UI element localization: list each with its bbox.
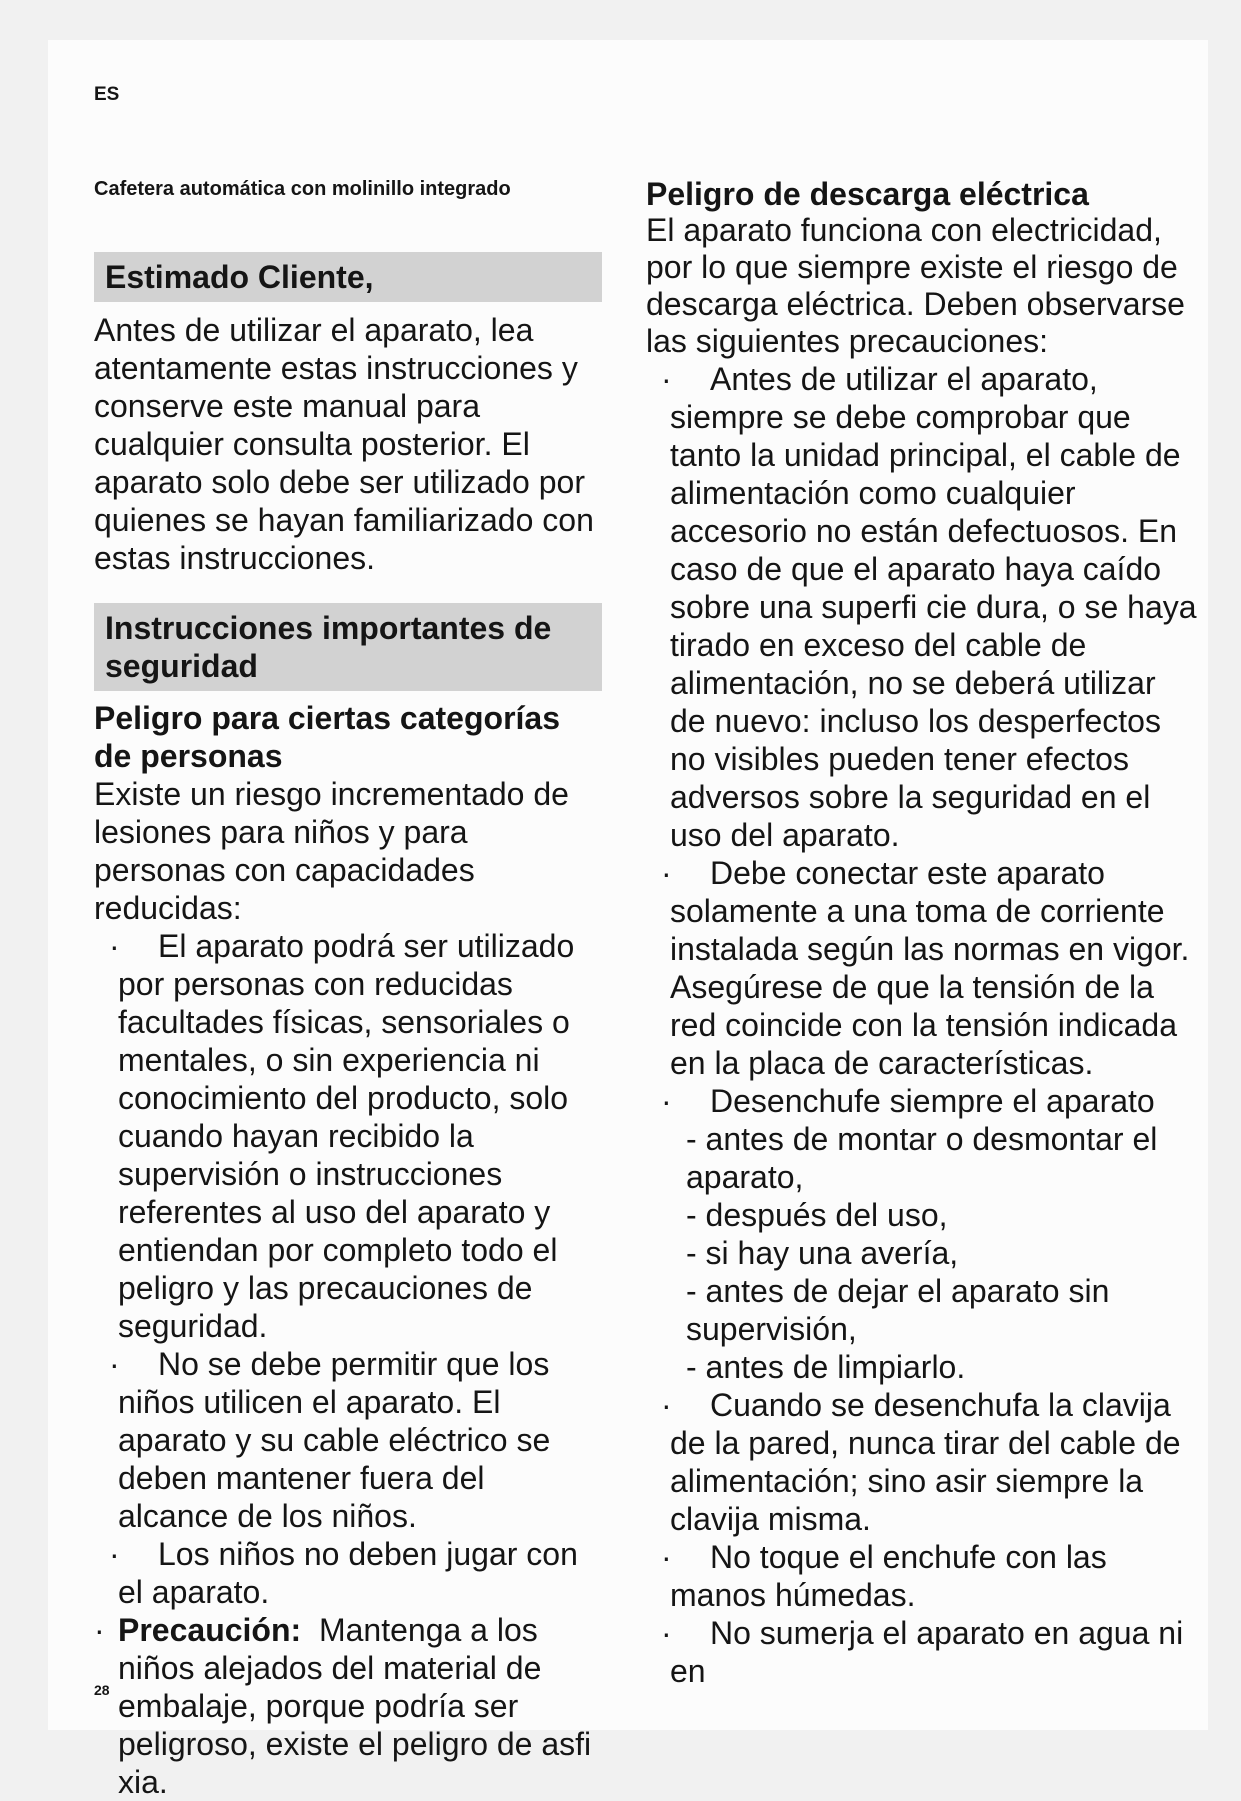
safety-heading: Instrucciones importantes de seguridad	[94, 603, 602, 691]
list-item	[94, 1535, 602, 1611]
list-item-text: El aparato podrá ser utilizado por personas con reducidas facultades físicas, sensoriales o mentales, o sin experiencia ni conocimiento del producto, solo cuando hayan recibido la supervisión o instrucciones referentes al uso del aparato y entiendan por completo todo el peligro y las precauciones de seguridad.	[118, 928, 575, 1344]
bullet-icon: ·	[661, 1083, 672, 1119]
list-item	[646, 1538, 1198, 1614]
list-item-text: Los niños no deben jugar con el aparato.	[118, 1536, 578, 1610]
bullet-icon: ·	[661, 1615, 672, 1651]
page-number: 28	[94, 1682, 110, 1698]
shock-intro: El aparato funciona con electricidad, por lo que siempre existe el riesgo de descarga eléctrica. Deben observarse las siguientes precauciones:	[646, 212, 1185, 359]
bullet-icon: ·	[109, 1346, 120, 1382]
list-item-text: Cuando se desenchufa la clavija de la pared, nunca tirar del cable de alimentación; sino asir siempre la clavija misma.	[670, 1387, 1181, 1537]
bullet-icon: ·	[109, 1536, 120, 1572]
bullet-icon: ·	[661, 1539, 672, 1575]
shock-bullet-list	[646, 360, 1198, 1690]
left-column	[94, 176, 602, 1801]
sublist-item: - antes de dejar el aparato sin supervisión,	[686, 1273, 1110, 1347]
bullet-icon: ·	[94, 1612, 105, 1648]
list-item-text: No toque el enchufe con las manos húmedas.	[670, 1539, 1107, 1613]
list-item	[646, 1082, 1198, 1386]
sublist-item: - antes de limpiarlo.	[686, 1349, 966, 1385]
unplug-sublist	[670, 1120, 1198, 1386]
caution-text: Mantenga a los niños alejados del material de embalaje, porque podría ser peligroso, existe el peligro de asfi xia.	[118, 1612, 592, 1800]
bullet-icon: ·	[109, 928, 120, 964]
list-item	[94, 927, 602, 1345]
sublist-item: - después del uso,	[686, 1197, 948, 1233]
list-item	[646, 1614, 1198, 1690]
list-item	[94, 1345, 602, 1535]
language-code: ES	[94, 84, 120, 105]
sublist-item: - si hay una avería,	[686, 1235, 959, 1271]
list-item	[646, 360, 1198, 854]
list-item-text: Antes de utilizar el aparato, siempre se debe comprobar que tanto la unidad principal, el cable de alimentación como cualquier accesorio no están defectuosos. En caso de que el aparato haya caído sobre una superfi cie dura, o se haya tirado en exceso del cable de alimentación, no se deberá utilizar de nuevo: incluso los desperfectos no visibles pueden tener efectos adversos sobre la seguridad en el uso del aparato.	[670, 361, 1197, 853]
bullet-icon: ·	[661, 361, 672, 397]
shock-heading: Peligro de descarga eléctrica	[646, 176, 1089, 212]
list-item-text: No sumerja el aparato en agua ni en	[670, 1615, 1184, 1689]
right-column	[646, 176, 1198, 1690]
list-item-text: Debe conectar este aparato solamente a una toma de corriente instalada según las normas en vigor. Asegúrese de que la tensión de la red coincide con la tensión indicada en la placa de características.	[670, 855, 1190, 1081]
risk-heading: Peligro para ciertas categorías de personas	[94, 700, 560, 774]
risk-bullet-list	[94, 927, 602, 1611]
intro-paragraph: Antes de utilizar el aparato, lea atentamente estas instrucciones y conserve este manual para cualquier consulta posterior. El aparato solo debe ser utilizado por quienes se hayan familiarizado con estas instrucciones.	[94, 312, 594, 576]
sublist-item: - antes de montar o desmontar el aparato,	[686, 1121, 1158, 1195]
risk-intro: Existe un riesgo incrementado de lesiones para niños y para personas con capacidades reducidas:	[94, 776, 569, 926]
bullet-icon: ·	[661, 1387, 672, 1423]
list-item	[646, 854, 1198, 1082]
document-title: Cafetera automática con molinillo integrado	[94, 178, 511, 200]
list-item	[646, 1386, 1198, 1538]
greeting-heading: Estimado Cliente,	[94, 252, 602, 302]
bullet-icon: ·	[661, 855, 672, 891]
list-item-text: Desenchufe siempre el aparato	[710, 1083, 1155, 1119]
list-item-text: No se debe permitir que los niños utilicen el aparato. El aparato y su cable eléctrico se deben mantener fuera del alcance de los niños.	[118, 1346, 551, 1534]
caution-label: Precaución:	[118, 1612, 302, 1648]
caution-note	[94, 1611, 602, 1801]
